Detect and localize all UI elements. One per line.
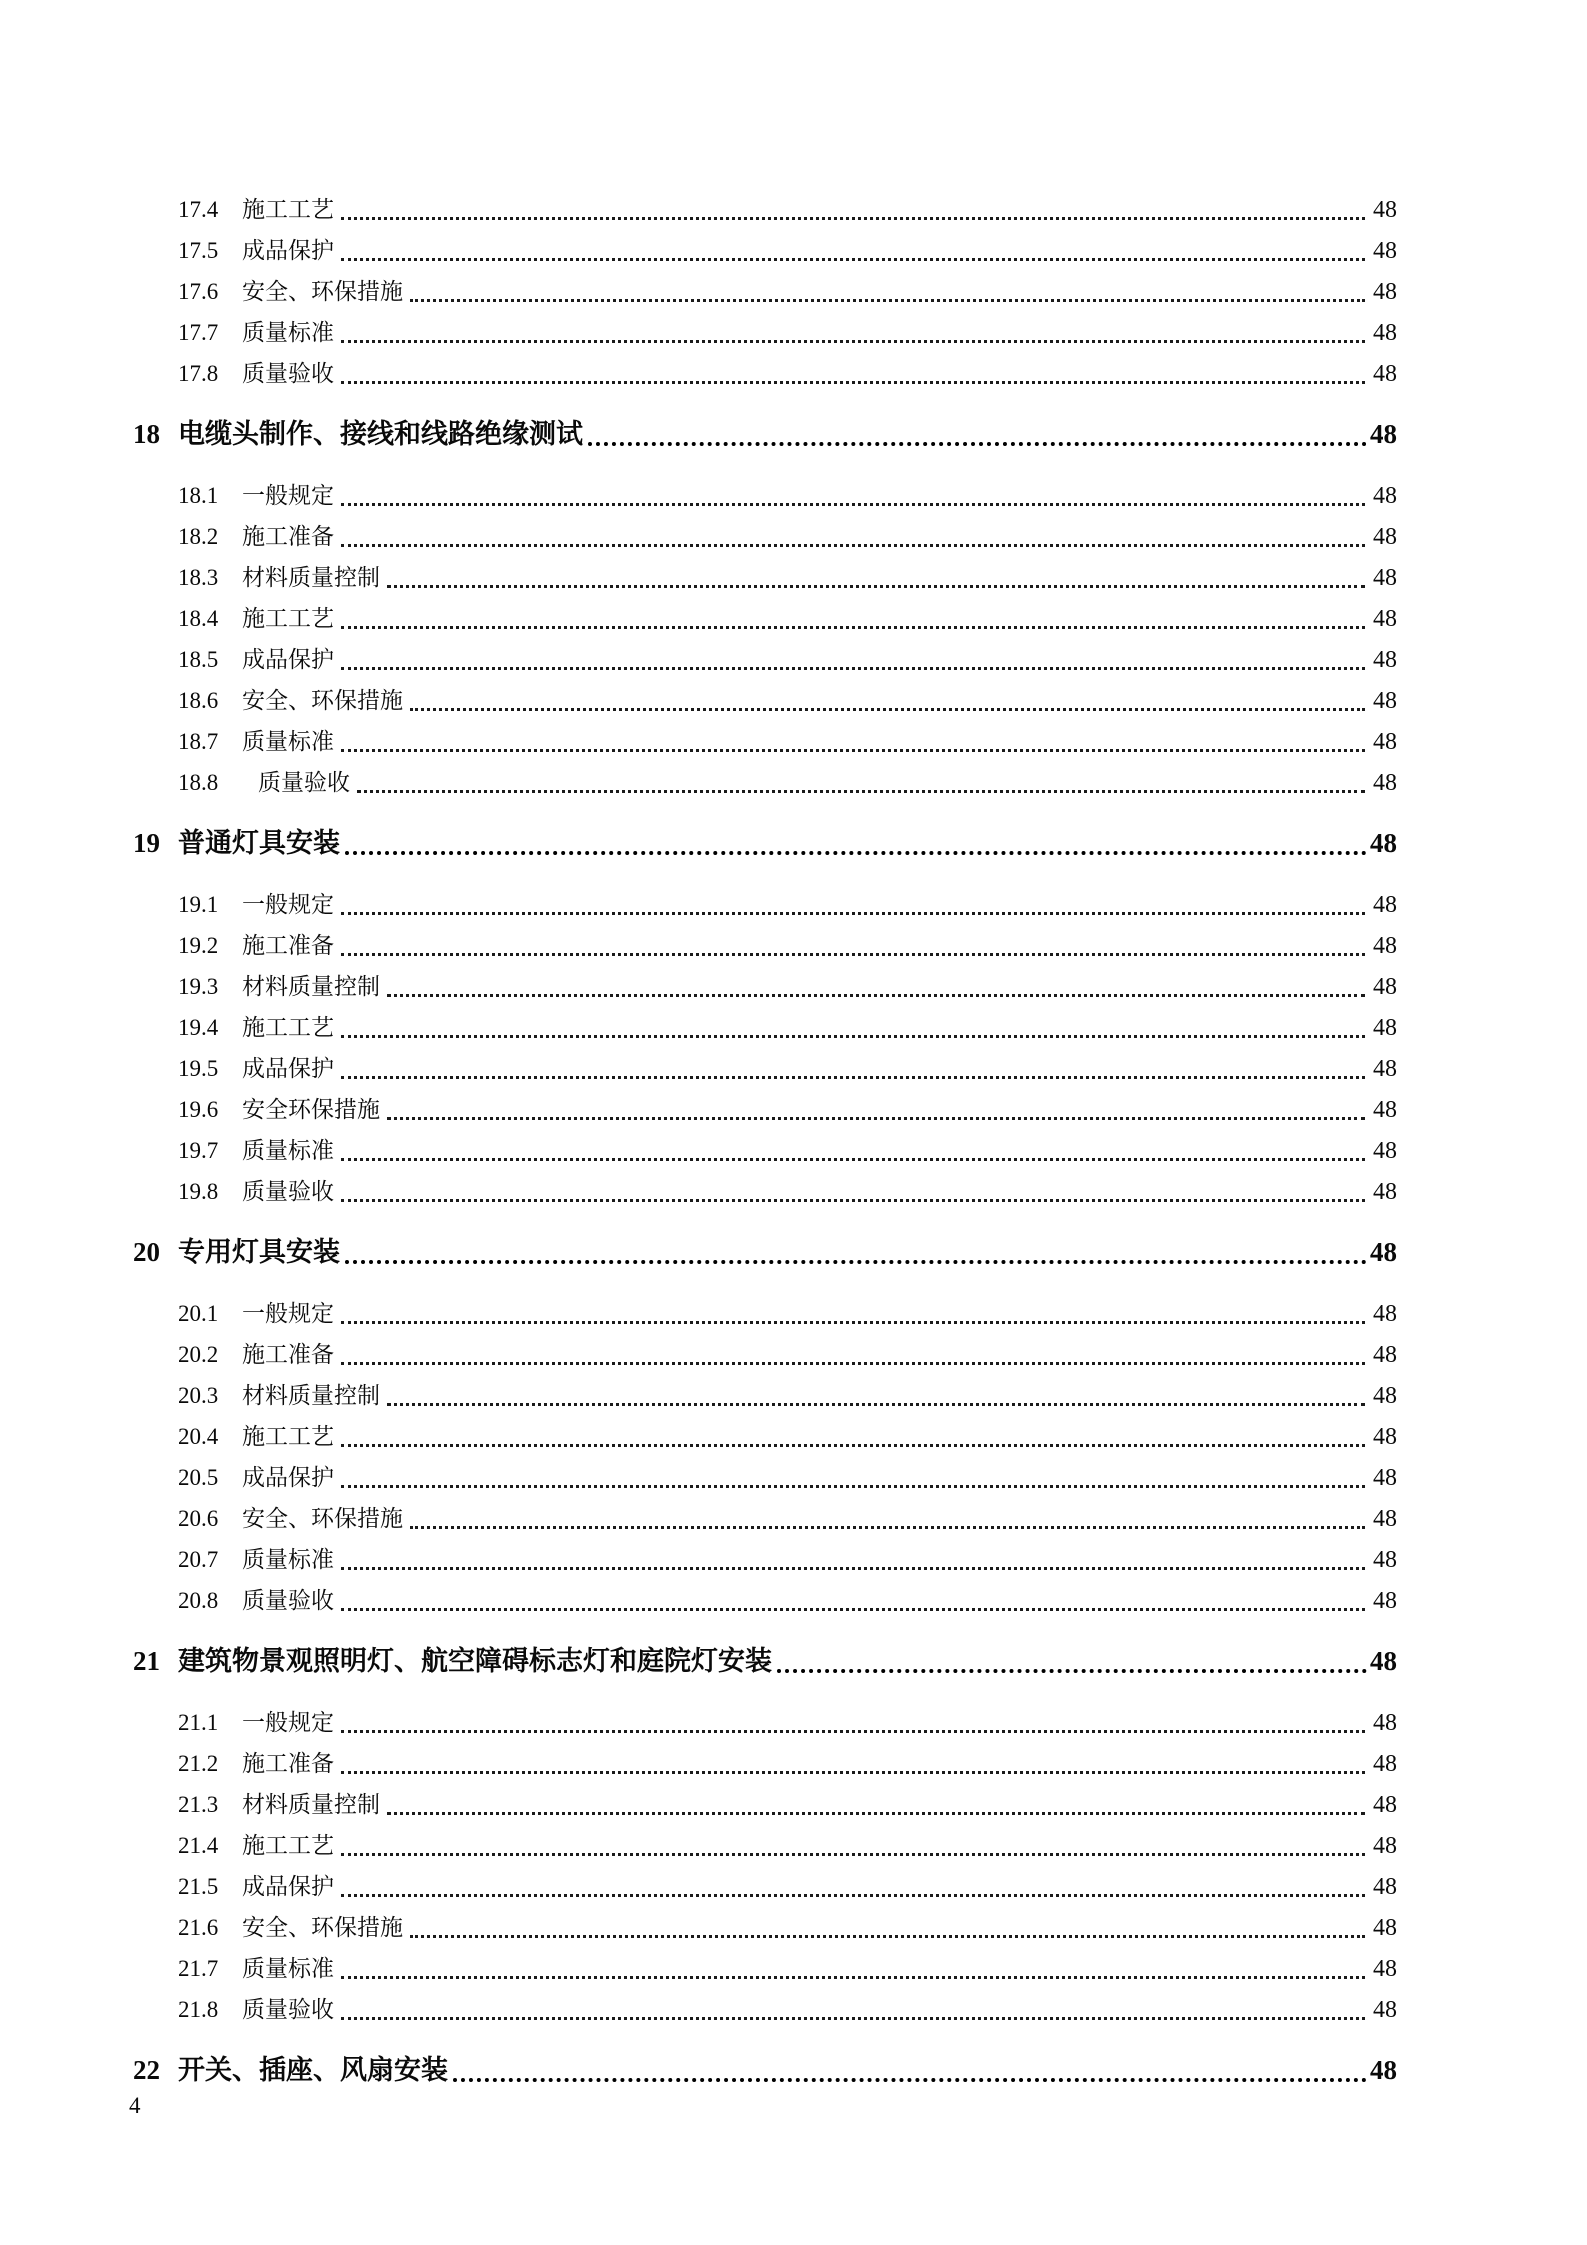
toc-entry-page: 48 (1373, 1833, 1397, 1859)
toc-entry-title: 建筑物景观照明灯、航空障碍标志灯和庭院灯安装 (178, 1646, 772, 1676)
toc-entry-title: 一般规定 (242, 892, 334, 917)
toc-entry-number: 17.6 (178, 279, 219, 304)
dot-leader (410, 1526, 1365, 1529)
toc-sub-entry[interactable] (133, 1866, 1397, 1907)
toc-entry-title: 安全、环保措施 (242, 279, 403, 304)
toc-chapter-entry[interactable] (133, 823, 1397, 864)
toc-sub-entry[interactable] (133, 1334, 1397, 1375)
toc-entry-page: 48 (1373, 1956, 1397, 1982)
toc-entry-title: 施工工艺 (242, 1015, 334, 1040)
toc-entry-title: 施工工艺 (242, 1424, 334, 1449)
toc-entry-number: 21.7 (178, 1956, 219, 1981)
toc-sub-entry[interactable] (133, 1048, 1397, 1089)
toc-sub-entry[interactable] (133, 1416, 1397, 1457)
toc-entry-number: 19 (133, 828, 160, 858)
toc-entry-number: 18 (133, 419, 160, 449)
toc-entry-page: 48 (1373, 1097, 1397, 1123)
dot-leader (341, 1976, 1365, 1979)
dot-leader (453, 2078, 1367, 2082)
toc-entry-page: 48 (1373, 606, 1397, 632)
dot-leader (341, 1321, 1365, 1324)
toc-entry-title: 安全、环保措施 (242, 688, 403, 713)
toc-sub-entry[interactable] (133, 1907, 1397, 1948)
dot-leader (345, 1260, 1367, 1264)
dot-leader (341, 1076, 1365, 1079)
dot-leader (341, 1199, 1365, 1202)
toc-entry-page: 48 (1370, 1237, 1397, 1267)
dot-leader (341, 1444, 1365, 1447)
toc-entry-page: 48 (1373, 1547, 1397, 1573)
toc-entry-number: 18.1 (178, 483, 219, 508)
dot-leader (341, 2017, 1365, 2020)
toc-entry-page: 48 (1373, 279, 1397, 305)
toc-entry-title: 质量验收 (242, 361, 334, 386)
toc-entry-title: 质量验收 (242, 1997, 334, 2022)
dot-leader (341, 258, 1365, 261)
toc-entry-page: 48 (1373, 1506, 1397, 1532)
toc-entry-page: 48 (1373, 1997, 1397, 2023)
toc-entry-page: 48 (1373, 1056, 1397, 1082)
toc-entry-page: 48 (1373, 197, 1397, 223)
dot-leader (341, 1771, 1365, 1774)
page-number: 4 (129, 2093, 141, 2118)
toc-entry-page: 48 (1373, 1465, 1397, 1491)
toc-entry-number: 19.4 (178, 1015, 219, 1040)
toc-entry-page: 48 (1373, 1138, 1397, 1164)
toc-entry-title: 质量标准 (242, 729, 334, 754)
toc-entry-number: 19.2 (178, 933, 219, 958)
toc-entry-number: 20.2 (178, 1342, 219, 1367)
toc-sub-entry[interactable] (133, 516, 1397, 557)
toc-sub-entry[interactable] (133, 925, 1397, 966)
toc-sub-entry[interactable] (133, 1089, 1397, 1130)
toc-entry-page: 48 (1373, 1179, 1397, 1205)
toc-entry-number: 20.6 (178, 1506, 219, 1531)
toc-entry-page: 48 (1373, 361, 1397, 387)
dot-leader (341, 912, 1365, 915)
toc-entry-page: 48 (1370, 419, 1397, 449)
toc-entry-number: 20.8 (178, 1588, 219, 1613)
dot-leader (410, 299, 1365, 302)
toc-entry-page: 48 (1373, 1424, 1397, 1450)
toc-sub-entry[interactable] (133, 1825, 1397, 1866)
dot-leader (341, 217, 1365, 220)
toc-entry-page: 48 (1373, 524, 1397, 550)
toc-entry-page: 48 (1370, 2055, 1397, 2085)
toc-entry-title: 专用灯具安装 (178, 1237, 340, 1267)
dot-leader (341, 1608, 1365, 1611)
toc-entry-number: 21.4 (178, 1833, 219, 1858)
dot-leader (341, 626, 1365, 629)
toc-sub-entry[interactable] (133, 884, 1397, 925)
dot-leader (341, 1158, 1365, 1161)
toc-entry-page: 48 (1373, 1342, 1397, 1368)
toc-entry-title: 电缆头制作、接线和线路绝缘测试 (178, 419, 583, 449)
dot-leader (345, 851, 1367, 855)
toc-entry-title: 质量验收 (242, 1588, 334, 1613)
dot-leader (341, 381, 1365, 384)
dot-leader (387, 1812, 1365, 1815)
toc-entry-page: 48 (1373, 238, 1397, 264)
toc-entry-title: 材料质量控制 (242, 565, 380, 590)
toc-entry-title: 质量标准 (242, 1956, 334, 1981)
toc-entry-page: 48 (1373, 1015, 1397, 1041)
toc-entry-title: 质量标准 (242, 320, 334, 345)
toc-entry-number: 18.5 (178, 647, 219, 672)
toc-entry-title: 质量标准 (242, 1138, 334, 1163)
dot-leader (341, 1485, 1365, 1488)
toc-entry-title: 安全、环保措施 (242, 1915, 403, 1940)
toc-sub-entry[interactable] (133, 680, 1397, 721)
toc-chapter-entry[interactable] (133, 414, 1397, 455)
toc-entry-page: 48 (1373, 1710, 1397, 1736)
toc-entry-title: 成品保护 (242, 1056, 334, 1081)
toc-sub-entry[interactable] (133, 1007, 1397, 1048)
toc-entry-page: 48 (1373, 1383, 1397, 1409)
toc-entry-page: 48 (1373, 647, 1397, 673)
toc-entry-page: 48 (1373, 1751, 1397, 1777)
toc-entry-number: 21.8 (178, 1997, 219, 2022)
toc-sub-entry[interactable] (133, 1539, 1397, 1580)
toc-entry-number: 22 (133, 2055, 160, 2085)
toc-sub-entry[interactable] (133, 1702, 1397, 1743)
toc-sub-entry[interactable] (133, 966, 1397, 1007)
toc-entry-number: 20.1 (178, 1301, 219, 1326)
toc-sub-entry[interactable] (133, 1171, 1397, 1212)
toc-entry-title: 施工工艺 (242, 606, 334, 631)
toc-entry-number: 18.8 (178, 770, 219, 795)
toc-entry-title: 一般规定 (242, 1710, 334, 1735)
toc-sub-entry[interactable] (133, 1784, 1397, 1825)
toc-entry-title: 一般规定 (242, 483, 334, 508)
dot-leader (387, 585, 1365, 588)
toc-entry-title: 开关、插座、风扇安装 (178, 2055, 448, 2085)
dot-leader (341, 749, 1365, 752)
toc-chapter-entry[interactable] (133, 2050, 1397, 2091)
toc-entry-page: 48 (1373, 892, 1397, 918)
toc-entry-page: 48 (1373, 1792, 1397, 1818)
toc-entry-number: 18.6 (178, 688, 219, 713)
toc-sub-entry[interactable] (133, 1130, 1397, 1171)
toc-sub-entry[interactable] (133, 1498, 1397, 1539)
toc-entry-page: 48 (1373, 933, 1397, 959)
toc-entry-title: 材料质量控制 (242, 1383, 380, 1408)
toc-sub-entry[interactable] (133, 1580, 1397, 1621)
toc-entry-number: 20.4 (178, 1424, 219, 1449)
toc-entry-number: 18.2 (178, 524, 219, 549)
dot-leader (357, 790, 1365, 793)
toc-sub-entry[interactable] (133, 1743, 1397, 1784)
toc-entry-page: 48 (1373, 483, 1397, 509)
dot-leader (410, 1935, 1365, 1938)
toc-entry-number: 18.7 (178, 729, 219, 754)
toc-sub-entry[interactable] (133, 475, 1397, 516)
page-footer (129, 2092, 141, 2120)
toc-entry-title: 安全环保措施 (242, 1097, 380, 1122)
toc-entry-page: 48 (1370, 1646, 1397, 1676)
dot-leader (588, 442, 1367, 446)
toc-entry-title: 一般规定 (242, 1301, 334, 1326)
toc-chapter-entry[interactable] (133, 1232, 1397, 1273)
toc-entry-number: 19.1 (178, 892, 219, 917)
dot-leader (410, 708, 1365, 711)
toc-entry-title: 普通灯具安装 (178, 828, 340, 858)
toc-entry-page: 48 (1373, 1301, 1397, 1327)
toc-sub-entry[interactable] (133, 353, 1397, 394)
toc-entry-page: 48 (1373, 1588, 1397, 1614)
toc-entry-number: 21.3 (178, 1792, 219, 1817)
toc-entry-title: 成品保护 (242, 647, 334, 672)
toc-entry-page: 48 (1373, 1915, 1397, 1941)
toc-sub-entry[interactable] (133, 1457, 1397, 1498)
toc-sub-entry[interactable] (133, 1293, 1397, 1334)
dot-leader (387, 994, 1365, 997)
toc-entry-page: 48 (1373, 320, 1397, 346)
toc-entry-title: 质量验收 (258, 770, 350, 795)
dot-leader (341, 953, 1365, 956)
toc-entry-title: 施工准备 (242, 524, 334, 549)
toc-entry-title: 成品保护 (242, 238, 334, 263)
toc-entry-number: 20.7 (178, 1547, 219, 1572)
toc-entry-number: 20.3 (178, 1383, 219, 1408)
dot-leader (777, 1669, 1367, 1673)
dot-leader (341, 1567, 1365, 1570)
toc-entry-title: 材料质量控制 (242, 974, 380, 999)
toc-entry-page: 48 (1373, 729, 1397, 755)
toc-entry-number: 19.5 (178, 1056, 219, 1081)
toc-sub-entry[interactable] (133, 762, 1397, 803)
toc-entry-number: 21.2 (178, 1751, 219, 1776)
dot-leader (341, 544, 1365, 547)
dot-leader (341, 503, 1365, 506)
toc-sub-entry[interactable] (133, 1375, 1397, 1416)
toc-entry-title: 施工工艺 (242, 1833, 334, 1858)
dot-leader (341, 1894, 1365, 1897)
toc-entry-number: 21.1 (178, 1710, 219, 1735)
toc-entry-page: 48 (1373, 688, 1397, 714)
toc-sub-entry[interactable] (133, 639, 1397, 680)
toc-entry-number: 18.4 (178, 606, 219, 631)
toc-sub-entry[interactable] (133, 1948, 1397, 1989)
toc-entry-title: 施工准备 (242, 1751, 334, 1776)
dot-leader (341, 1853, 1365, 1856)
toc-entry-title: 质量验收 (242, 1179, 334, 1204)
toc-sub-entry[interactable] (133, 598, 1397, 639)
toc-sub-entry[interactable] (133, 271, 1397, 312)
table-of-contents (133, 189, 1397, 2111)
toc-sub-entry[interactable] (133, 557, 1397, 598)
toc-entry-title: 质量标准 (242, 1547, 334, 1572)
toc-entry-number: 17.5 (178, 238, 219, 263)
toc-sub-entry[interactable] (133, 1989, 1397, 2030)
toc-entry-title: 成品保护 (242, 1874, 334, 1899)
toc-entry-number: 17.4 (178, 197, 219, 222)
dot-leader (341, 340, 1365, 343)
toc-entry-title: 成品保护 (242, 1465, 334, 1490)
dot-leader (387, 1117, 1365, 1120)
toc-sub-entry[interactable] (133, 721, 1397, 762)
toc-sub-entry[interactable] (133, 230, 1397, 271)
toc-entry-page: 48 (1373, 1874, 1397, 1900)
dot-leader (341, 1362, 1365, 1365)
dot-leader (341, 1730, 1365, 1733)
toc-entry-page: 48 (1370, 828, 1397, 858)
toc-entry-number: 20.5 (178, 1465, 219, 1490)
toc-entry-number: 18.3 (178, 565, 219, 590)
toc-sub-entry[interactable] (133, 189, 1397, 230)
toc-sub-entry[interactable] (133, 312, 1397, 353)
toc-entry-number: 21 (133, 1646, 160, 1676)
toc-entry-number: 17.8 (178, 361, 219, 386)
toc-entry-title: 材料质量控制 (242, 1792, 380, 1817)
toc-entry-page: 48 (1373, 974, 1397, 1000)
toc-entry-number: 19.8 (178, 1179, 219, 1204)
toc-entry-number: 19.7 (178, 1138, 219, 1163)
toc-entry-number: 19.3 (178, 974, 219, 999)
dot-leader (387, 1403, 1365, 1406)
toc-entry-number: 19.6 (178, 1097, 219, 1122)
toc-entry-number: 21.5 (178, 1874, 219, 1899)
toc-entry-number: 20 (133, 1237, 160, 1267)
toc-entry-title: 施工工艺 (242, 197, 334, 222)
toc-entry-page: 48 (1373, 770, 1397, 796)
toc-entry-page: 48 (1373, 565, 1397, 591)
toc-entry-title: 安全、环保措施 (242, 1506, 403, 1531)
toc-entry-title: 施工准备 (242, 933, 334, 958)
toc-entry-number: 21.6 (178, 1915, 219, 1940)
toc-entry-title: 施工准备 (242, 1342, 334, 1367)
dot-leader (341, 1035, 1365, 1038)
dot-leader (341, 667, 1365, 670)
toc-entry-number: 17.7 (178, 320, 219, 345)
toc-chapter-entry[interactable] (133, 1641, 1397, 1682)
